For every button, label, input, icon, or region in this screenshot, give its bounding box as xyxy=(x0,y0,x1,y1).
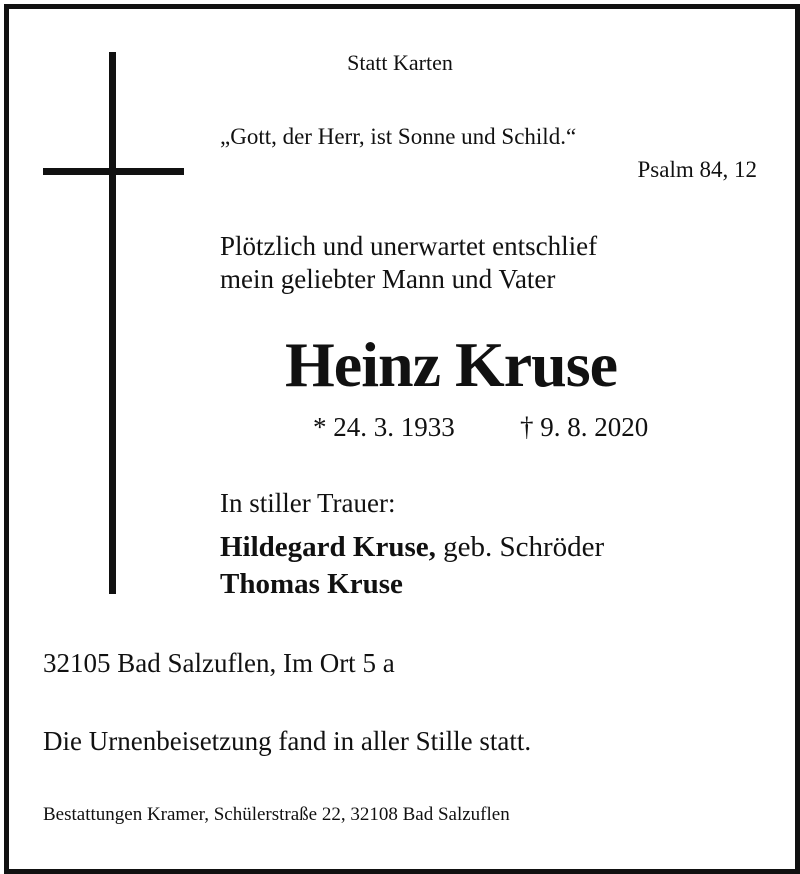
address: 32105 Bad Salzuflen, Im Ort 5 a xyxy=(43,648,395,678)
family-member-1 xyxy=(220,533,604,562)
family-member-note: geb. Schröder xyxy=(435,531,605,563)
bible-quote: „Gott, der Herr, ist Sonne und Schild.“ xyxy=(220,124,577,149)
family-member-name: Hildegard Kruse, xyxy=(220,531,436,563)
burial-note: Die Urnenbeisetzung fand in aller Stille statt. xyxy=(43,726,532,756)
cross-vertical-beam xyxy=(109,52,116,594)
quote-source: Psalm 84, 12 xyxy=(637,157,757,182)
undertaker-info: Bestattungen Kramer, Schülerstraße 22, 32108 Bad Salzuflen xyxy=(43,804,510,825)
header-text: Statt Karten xyxy=(347,50,453,75)
cross-horizontal-beam xyxy=(43,168,184,175)
intro-line-2: mein geliebter Mann und Vater xyxy=(220,264,556,294)
birth-date: * 24. 3. 1933 xyxy=(313,412,455,442)
death-date: † 9. 8. 2020 xyxy=(520,412,649,442)
mourning-label: In stiller Trauer: xyxy=(220,488,396,518)
family-member-2 xyxy=(220,570,403,599)
intro-line-1: Plötzlich und unerwartet entschlief xyxy=(220,231,598,261)
deceased-name: Heinz Kruse xyxy=(285,329,618,400)
family-member-name: Thomas Kruse xyxy=(220,568,403,600)
